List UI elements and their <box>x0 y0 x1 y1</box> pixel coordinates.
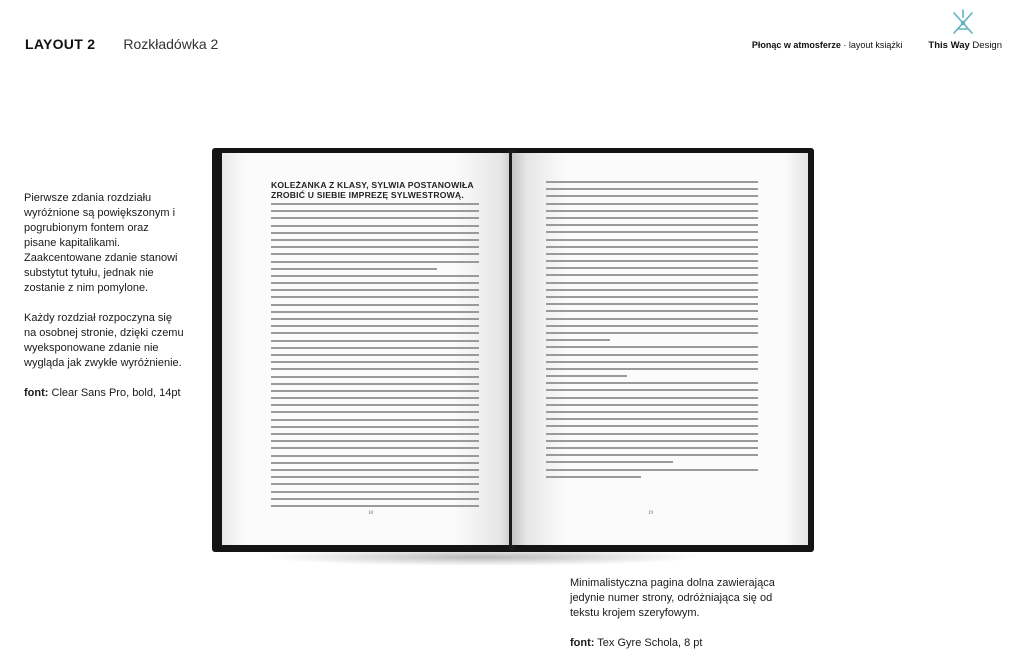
body-text-line <box>546 296 758 298</box>
body-text-line <box>546 375 627 377</box>
body-text-line <box>271 447 479 449</box>
body-text-line <box>546 461 673 463</box>
page-footer-note <box>570 576 785 666</box>
right-page-text-block <box>546 181 758 483</box>
body-text-line <box>271 239 479 241</box>
body-text-line <box>271 383 479 385</box>
body-text-line <box>271 419 479 421</box>
body-text-line <box>546 454 758 456</box>
body-text-line <box>271 253 479 255</box>
body-text-line <box>546 188 758 190</box>
body-text-line <box>271 404 479 406</box>
body-text-line <box>546 239 758 241</box>
body-text-line <box>546 203 758 205</box>
body-text-line <box>546 310 758 312</box>
body-text-line <box>271 289 479 291</box>
body-text-line <box>271 246 479 248</box>
body-text-line <box>546 361 758 363</box>
body-text-line <box>271 304 479 306</box>
body-text-line <box>546 267 758 269</box>
footer-font-label: font: <box>570 637 595 649</box>
body-text-line <box>271 354 479 356</box>
this-way-design-logo-icon <box>948 9 978 37</box>
chapter-heading: KOLEŻANKA Z KLASY, SYLWIA POSTANOWIŁA ZROBIĆ U SIEBIE IMPREZĘ SYLWESTROWĄ. <box>271 180 474 200</box>
body-text-line <box>271 368 479 370</box>
body-text-line <box>271 318 479 320</box>
footer-note-font-spec <box>570 636 785 651</box>
body-text-line <box>546 303 758 305</box>
body-text-line <box>271 498 479 500</box>
body-text-line <box>546 447 758 449</box>
body-text-line <box>546 469 758 471</box>
body-text-line <box>546 246 758 248</box>
left-page-text-block <box>271 203 479 512</box>
note-font-spec <box>24 386 184 401</box>
header-left <box>25 36 218 52</box>
body-text-line <box>546 425 758 427</box>
right-page <box>512 153 808 545</box>
body-text-line <box>546 404 758 406</box>
book-title: Płonąc w atmosferze <box>751 40 841 50</box>
body-text-line <box>546 282 758 284</box>
body-text-line <box>546 332 758 334</box>
body-text-line <box>271 232 479 234</box>
footer-note-paragraph: Minimalistyczna pagina dolna zawierająca jedynie numer strony, odróżniająca się od tekstu krojem szeryfowym. <box>570 577 775 619</box>
left-page <box>222 153 512 545</box>
body-text-line <box>271 505 479 507</box>
body-text-line <box>271 203 479 205</box>
note-paragraph-2: Każdy rozdział rozpoczyna się na osobnej stronie, dzięki czemu wyeksponowane zdanie nie wygląda jak zwykłe wyróżnienie. <box>24 312 184 369</box>
body-text-line <box>271 455 479 457</box>
body-text-line <box>546 440 758 442</box>
body-text-line <box>271 376 479 378</box>
body-text-line <box>546 368 758 370</box>
body-text-line <box>271 462 479 464</box>
body-text-line <box>271 311 479 313</box>
body-text-line <box>271 491 479 493</box>
body-text-line <box>546 339 610 341</box>
body-text-line <box>271 476 479 478</box>
body-text-line <box>271 217 479 219</box>
body-text-line <box>546 181 758 183</box>
book-title-suffix: · layout książki <box>840 40 903 50</box>
chapter-opening-note <box>24 191 184 416</box>
body-text-line <box>271 340 479 342</box>
book-title-label <box>752 40 903 50</box>
body-text-line <box>271 296 479 298</box>
body-text-line <box>271 483 479 485</box>
body-text-line <box>271 411 479 413</box>
body-text-line <box>546 260 758 262</box>
body-text-line <box>546 231 758 233</box>
body-text-line <box>546 433 758 435</box>
body-text-line <box>271 275 479 277</box>
body-text-line <box>271 261 479 263</box>
body-text-line <box>271 390 479 392</box>
body-text-line <box>546 318 758 320</box>
body-text-line <box>546 389 758 391</box>
body-text-line <box>546 195 758 197</box>
body-text-line <box>271 469 479 471</box>
body-text-line <box>546 354 758 356</box>
body-text-line <box>546 253 758 255</box>
note-paragraph-1: Pierwsze zdania rozdziału wyróżnione są powiększonym i pogrubionym fontem oraz pisane kapitalikami. Zaakcentowane zdanie stanowi substytut tytułu, jednak nie zostanie z nim pomylone. <box>24 192 178 294</box>
brand-name <box>928 40 1002 51</box>
right-page-number: 19 <box>648 511 653 516</box>
layout-title: LAYOUT 2 <box>25 36 96 52</box>
brand-bold: This Way <box>928 40 970 51</box>
body-text-line <box>271 426 479 428</box>
font-value: Clear Sans Pro, bold, 14pt <box>48 387 181 399</box>
body-text-line <box>271 361 479 363</box>
body-text-line <box>546 210 758 212</box>
header-right <box>752 40 1002 51</box>
body-text-line <box>271 332 479 334</box>
body-text-line <box>271 325 479 327</box>
body-text-line <box>546 274 758 276</box>
left-page-number: 18 <box>368 511 373 516</box>
layout-subtitle: Rozkładówka 2 <box>123 36 219 52</box>
body-text-line <box>546 397 758 399</box>
body-text-line <box>546 411 758 413</box>
body-text-line <box>546 382 758 384</box>
body-text-line <box>546 217 758 219</box>
font-label: font: <box>24 387 49 399</box>
body-text-line <box>271 433 479 435</box>
body-text-line <box>546 346 758 348</box>
body-text-line <box>271 210 479 212</box>
brand-rest: Design <box>969 40 1002 51</box>
body-text-line <box>271 225 479 227</box>
footer-font-value: Tex Gyre Schola, 8 pt <box>594 637 703 649</box>
body-text-line <box>271 282 479 284</box>
body-text-line <box>271 397 479 399</box>
body-text-line <box>546 476 641 478</box>
body-text-line <box>546 289 758 291</box>
body-text-line <box>546 224 758 226</box>
body-text-line <box>546 325 758 327</box>
body-text-line <box>546 418 758 420</box>
body-text-line <box>271 440 479 442</box>
body-text-line <box>271 268 437 270</box>
body-text-line <box>271 347 479 349</box>
